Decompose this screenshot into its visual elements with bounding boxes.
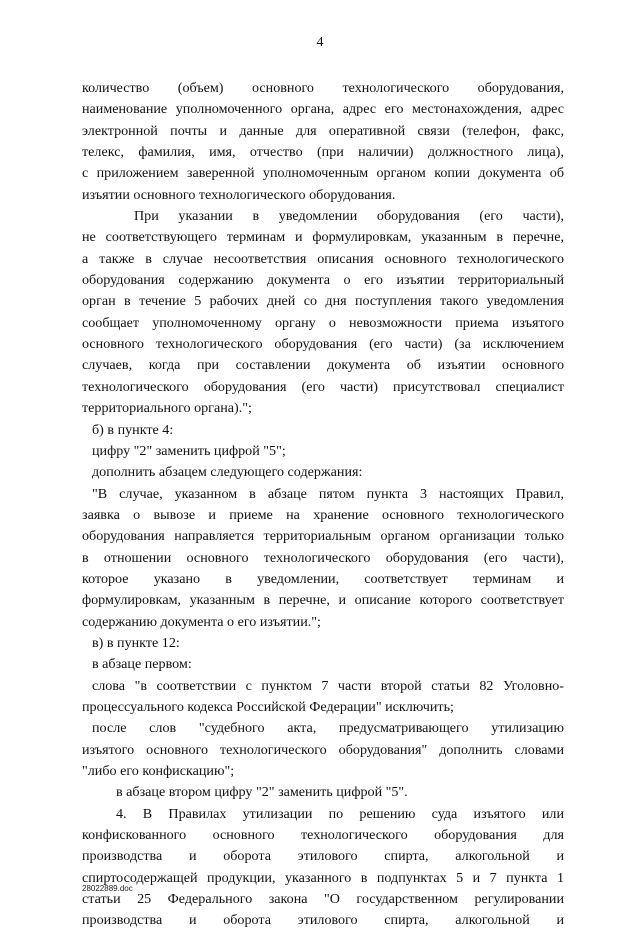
text-line: дополнить абзацем следующего содержания: xyxy=(92,464,363,481)
text-line: не соответствующего терминам и формулировкам, указанным в перечне, xyxy=(82,229,564,246)
text-line: процессуального кодекса Российской Федерации" исключить; xyxy=(82,698,454,715)
text-line: спиртосодержащей продукции, указанного в подпунктах 5 и 7 пункта 1 xyxy=(82,869,564,886)
text-line: в абзаце втором цифру "2" заменить цифрой "5". xyxy=(116,784,408,801)
text-line: оборудования направляется территориальным органом организации только xyxy=(82,528,564,545)
text-line: При указании в уведомлении оборудования (его части), xyxy=(134,208,564,225)
text-line: сообщает уполномоченному органу о невозможности приема изъятого xyxy=(82,314,564,331)
text-line: изъятого основного технологического оборудования" дополнить словами xyxy=(82,741,564,758)
text-line: цифру "2" заменить цифрой "5"; xyxy=(92,442,286,459)
text-line: орган в течение 5 рабочих дней со дня поступления такого уведомления xyxy=(82,293,564,310)
text-line: в абзаце первом: xyxy=(92,656,192,673)
text-line: производства и оборота этилового спирта, алкогольной и xyxy=(82,912,564,929)
text-line: конфискованного основного технологического оборудования для xyxy=(82,827,564,844)
text-line: производства и оборота этилового спирта, алкогольной и xyxy=(82,848,564,865)
text-line: количество (объем) основного технологического оборудования, xyxy=(82,80,564,96)
text-line: случаев, когда при составлении документа об изъятии основного xyxy=(82,357,564,374)
page-number: 4 xyxy=(316,35,324,50)
text-line: телекс, фамилия, имя, отчество (при наличии) должностного лица), xyxy=(82,144,564,161)
text-line: наименование уполномоченного органа, адрес его местонахождения, адрес xyxy=(82,101,564,118)
text-line: технологического оборудования (его части) присутствовал специалист xyxy=(82,378,564,395)
text-line: электронной почты и данные для оперативной связи (телефон, факс, xyxy=(82,122,564,139)
text-line: основного технологического оборудования (его части) (за исключением xyxy=(82,336,564,353)
text-line: а также в случае несоответствия описания основного технологического xyxy=(82,250,564,267)
text-line: оборудования содержанию документа о его изъятии территориальный xyxy=(82,272,564,289)
text-line: слова "в соответствии с пунктом 7 части второй статьи 82 Уголовно- xyxy=(92,677,564,694)
document-body xyxy=(82,78,564,932)
file-name-footer: 28022889.doc xyxy=(82,884,133,893)
text-line: после слов "судебного акта, предусматривающего утилизацию xyxy=(92,720,564,737)
text-line: территориального органа)."; xyxy=(82,400,252,417)
text-line: заявка о вывозе и приеме на хранение основного технологического xyxy=(82,506,564,523)
text-line: "либо его конфискацию"; xyxy=(82,763,235,779)
text-line: формулировкам, указанным в перечне, и описание которого соответствует xyxy=(82,592,564,609)
text-line: которое указано в уведомлении, соответствует терминам и xyxy=(82,570,564,587)
text-line: содержанию документа о его изъятии."; xyxy=(82,613,321,630)
text-line: с приложением заверенной уполномоченным органом копии документа об xyxy=(82,165,564,182)
text-line: в отношении основного технологического оборудования (его части), xyxy=(82,549,564,566)
text-line: "В случае, указанном в абзаце пятом пункта 3 настоящих Правил, xyxy=(92,485,564,502)
text-line: статьи 25 Федерального закона "О государственном регулировании xyxy=(82,891,564,908)
text-line: б) в пункте 4: xyxy=(92,421,174,438)
text-line: 4. В Правилах утилизации по решению суда изъятого или xyxy=(116,805,564,822)
text-line: изъятии основного технологического оборудования. xyxy=(82,186,396,203)
text-line: в) в пункте 12: xyxy=(92,634,180,651)
